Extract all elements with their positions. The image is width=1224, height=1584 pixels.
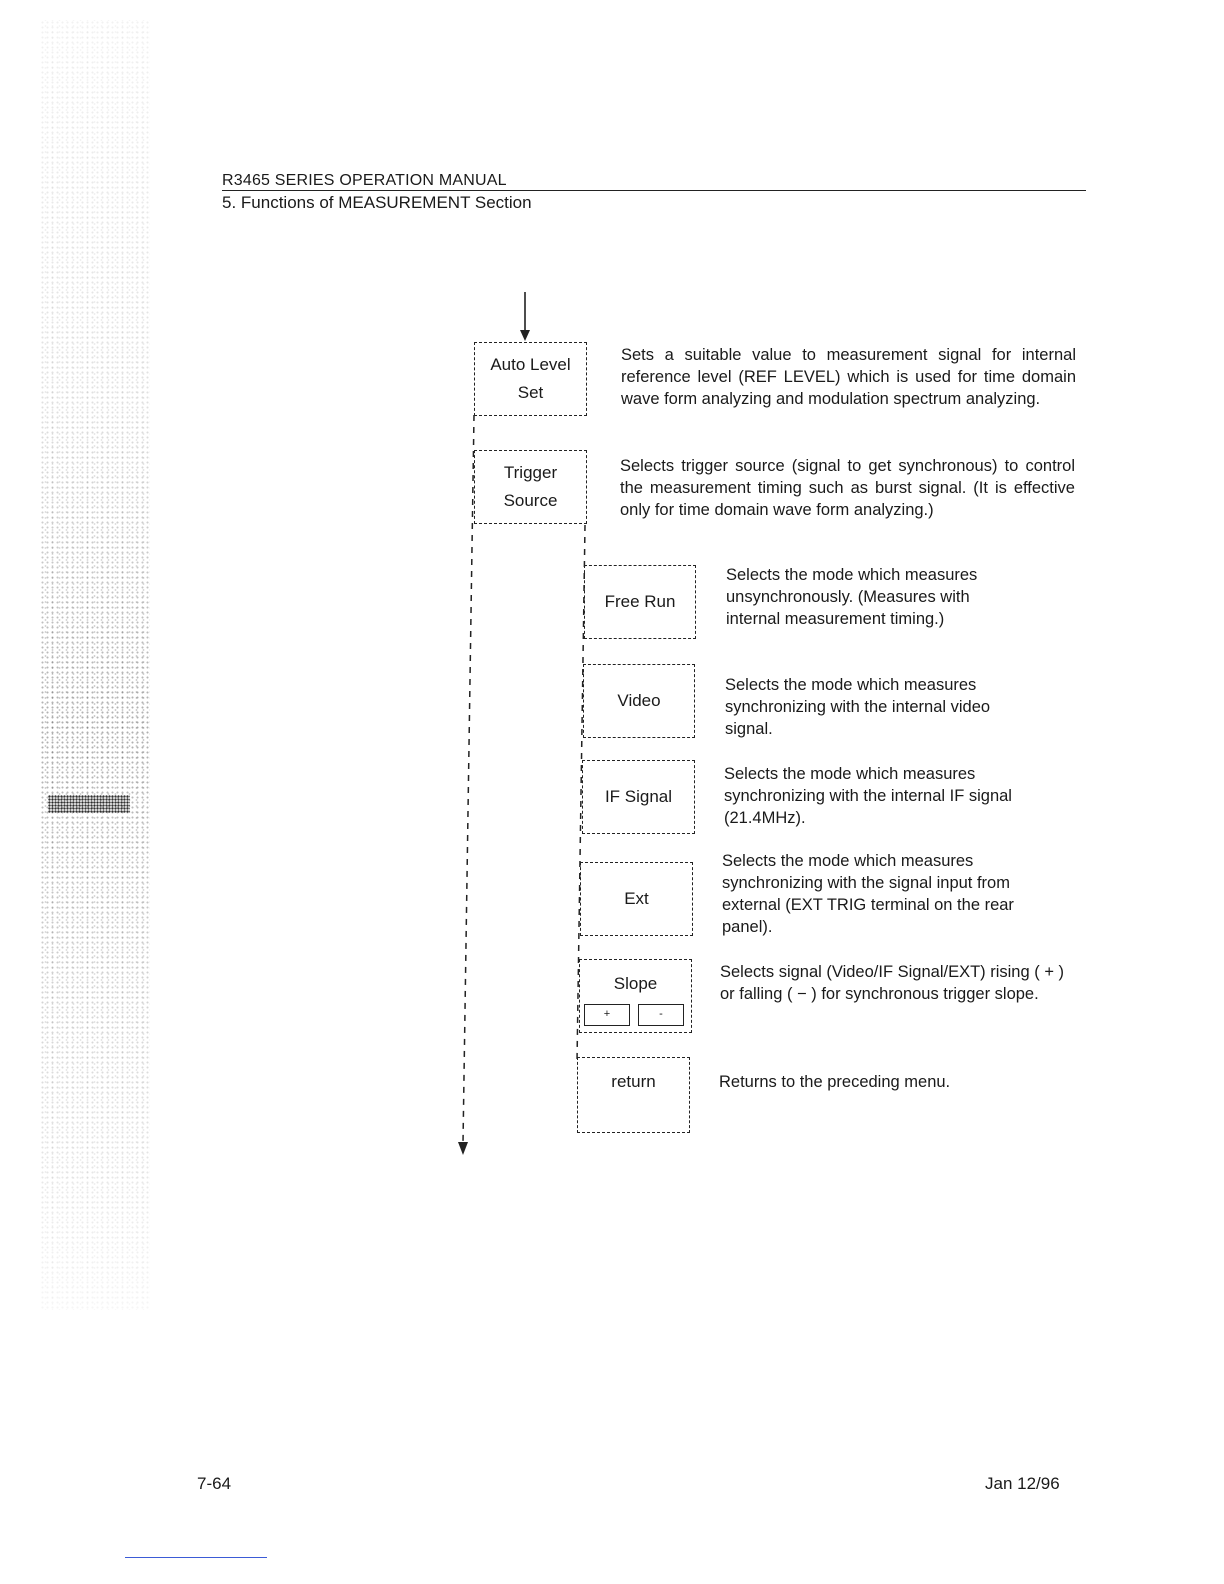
trigger-source-key[interactable]	[474, 450, 587, 524]
page-number: 7-64	[197, 1474, 232, 1493]
if-signal-key[interactable]	[582, 760, 695, 834]
exit-arrowhead	[458, 1142, 468, 1155]
ext-description: Selects the mode which measures synchronizing with the signal input from external (EXT TRIG terminal on the rear panel).	[722, 852, 1014, 936]
auto-level-description: Sets a suitable value to measurement signal for internal reference level (REF LEVEL) which is used for time domain wave form analyzing and modulation spectrum analyzing.	[621, 346, 1076, 408]
auto-level-set-key[interactable]	[474, 342, 587, 416]
section-title: 5. Functions of MEASUREMENT Section	[222, 193, 532, 212]
main-spine	[463, 415, 474, 1143]
return-key[interactable]	[577, 1057, 690, 1133]
auto-level-line1: Auto Level	[490, 355, 571, 374]
manual-title: R3465 SERIES OPERATION MANUAL	[222, 172, 507, 189]
return-description: Returns to the preceding menu.	[719, 1073, 951, 1091]
free-run-description: Selects the mode which measures unsynchronously. (Measures with internal measurement timing.)	[726, 566, 978, 628]
video-label: Video	[617, 691, 661, 710]
return-label: return	[611, 1072, 656, 1091]
entry-arrowhead	[520, 330, 530, 341]
free-run-label: Free Run	[604, 592, 676, 611]
trigger-source-line2: Source	[503, 491, 558, 510]
trigger-source-description: Selects trigger source (signal to get synchronous) to control the measurement timing such as burst signal. (It is effective only for time domain wave form analyzing.)	[620, 457, 1075, 519]
slope-minus-button[interactable]: -	[638, 1004, 684, 1026]
bottom-rule	[125, 1557, 267, 1558]
auto-level-line2: Set	[517, 383, 544, 402]
if-signal-label: IF Signal	[604, 787, 673, 806]
if-signal-description: Selects the mode which measures synchronizing with the internal IF signal (21.4MHz).	[724, 765, 1012, 827]
ext-key[interactable]	[580, 862, 693, 936]
revision-date: Jan 12/96	[985, 1474, 1060, 1493]
video-description: Selects the mode which measures synchronizing with the internal video signal.	[725, 676, 991, 738]
slope-description: Selects signal (Video/IF Signal/EXT) rising ( + ) or falling ( − ) for synchronous trigger slope.	[720, 963, 1065, 1003]
slope-label: Slope	[613, 974, 658, 993]
ext-label: Ext	[624, 889, 649, 908]
slope-plus-button[interactable]: +	[584, 1004, 630, 1026]
video-key[interactable]	[583, 664, 695, 738]
trigger-source-line1: Trigger	[503, 463, 558, 482]
free-run-key[interactable]	[584, 565, 696, 639]
